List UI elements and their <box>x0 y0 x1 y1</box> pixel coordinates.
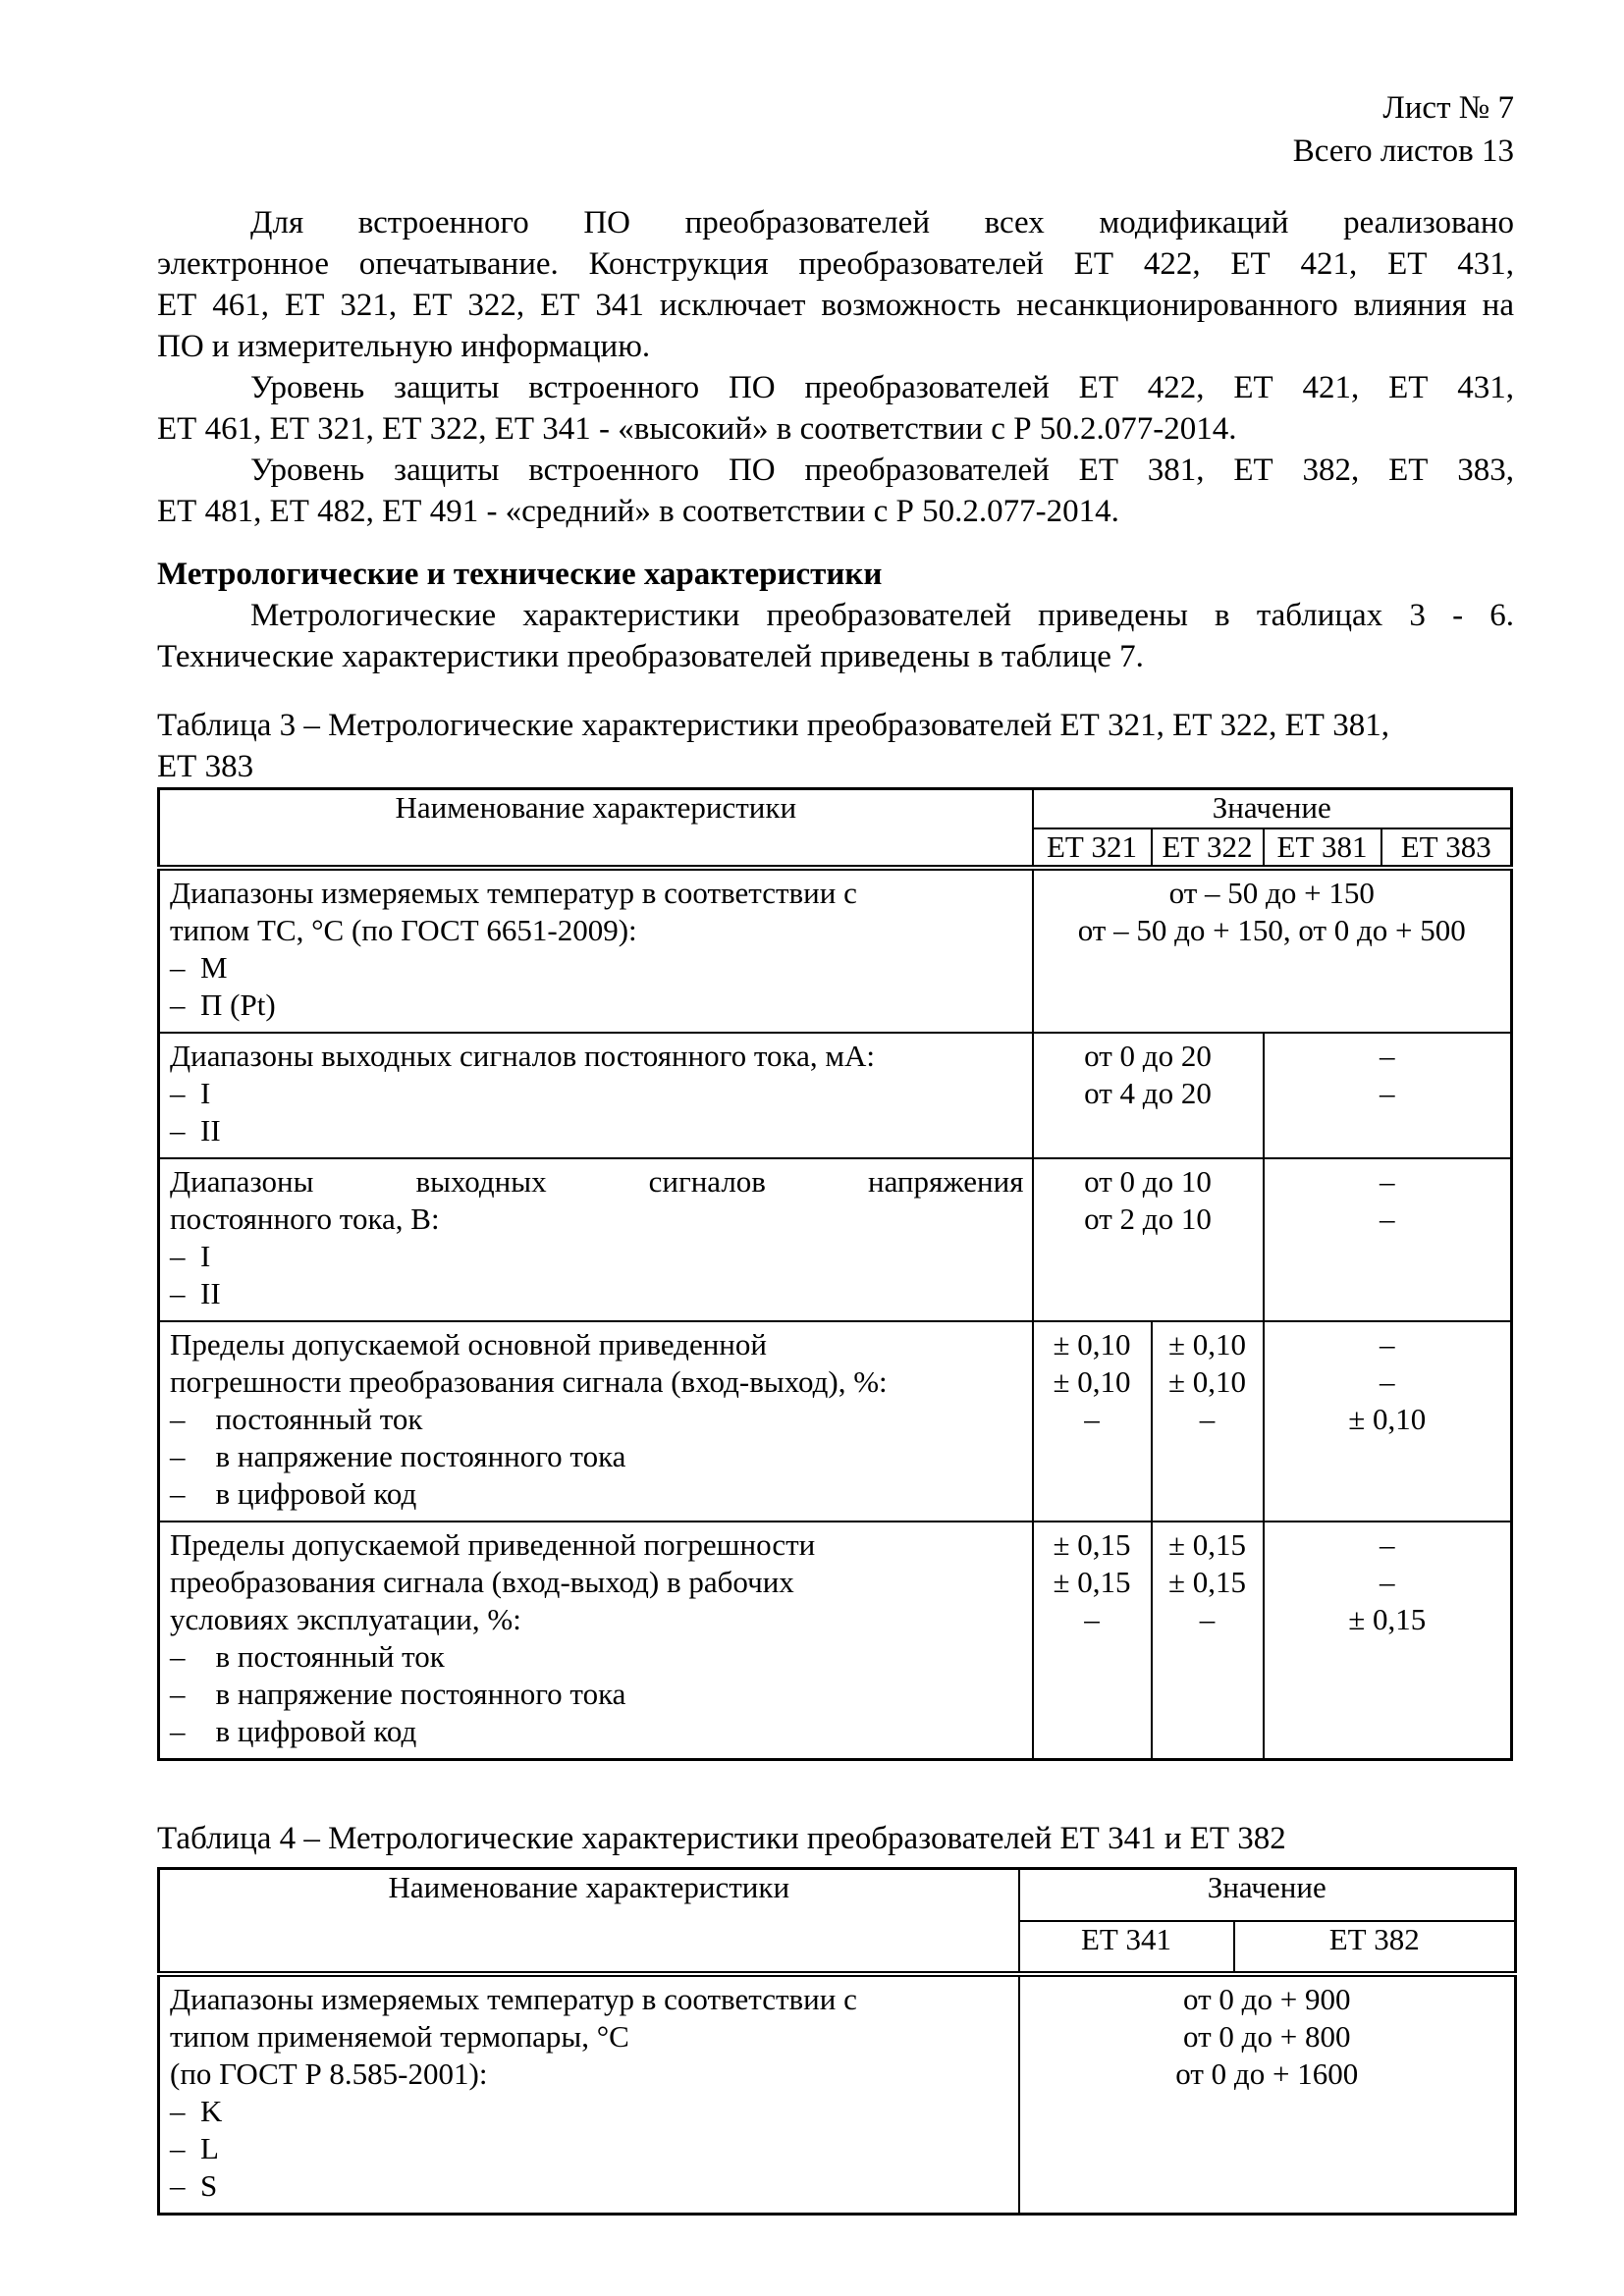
paragraph-line: Уровень защиты встроенного ПО преобразователей ЕТ 422, ЕТ 421, ЕТ 431, <box>250 370 1514 405</box>
value-line: от 4 до 20 <box>1084 1075 1212 1110</box>
name-line: – постоянный ток <box>170 1401 423 1436</box>
paragraph-line: Метрологические характеристики преобразователей приведены в таблицах 3 - 6. <box>250 598 1514 633</box>
value-line: – <box>1084 1601 1100 1636</box>
name-line: – в цифровой код <box>170 1475 417 1511</box>
paragraph-line: ЕТ 461, ЕТ 321, ЕТ 322, ЕТ 341 исключает возможность несанкционированного влияния на <box>157 288 1514 323</box>
table-3-model-et383: ЕТ 383 <box>1381 828 1512 868</box>
table-4-model-et341: ЕТ 341 <box>1019 1921 1234 1974</box>
paragraph-line: Уровень защиты встроенного ПО преобразователей ЕТ 381, ЕТ 382, ЕТ 383, <box>250 453 1514 488</box>
section-intro <box>157 595 1514 677</box>
value-cell <box>1019 1974 1516 2215</box>
value-line: – <box>1380 1163 1395 1199</box>
table-4-caption <box>157 1818 1514 1859</box>
name-line: – П (Pt) <box>170 987 276 1022</box>
value-cell <box>1264 1033 1512 1158</box>
name-line: (по ГОСТ Р 8.585-2001): <box>170 2056 488 2091</box>
value-line: ± 0,10 <box>1348 1401 1427 1436</box>
table-4-header-row <box>159 1868 1516 1921</box>
name-line: – I <box>170 1238 211 1273</box>
value-cell <box>1033 1321 1152 1522</box>
paragraph-protection-medium <box>157 450 1514 532</box>
table-3-model-et322: ЕТ 322 <box>1152 828 1264 868</box>
caption-line: Таблица 3 – Метрологические характеристики преобразователей ЕТ 321, ЕТ 322, ЕТ 381, <box>157 708 1389 743</box>
name-line: типом применяемой термопары, °С <box>170 2019 629 2054</box>
paragraph-line: ПО и измерительную информацию. <box>157 329 651 364</box>
name-line: постоянного тока, В: <box>170 1201 440 1236</box>
section-heading: Метрологические и технические характеристики <box>157 557 883 592</box>
caption-line: ЕТ 383 <box>157 749 254 784</box>
value-line: ± 0,15 <box>1167 1526 1246 1562</box>
table-3-header-row <box>159 789 1512 828</box>
paragraph-line: электронное опечатывание. Конструкция преобразователей ЕТ 422, ЕТ 421, ЕТ 431, <box>157 246 1514 282</box>
value-line: ± 0,15 <box>1348 1601 1427 1636</box>
table-3 <box>157 787 1513 1761</box>
value-line: от 0 до + 900 <box>1183 1982 1351 2016</box>
name-line: – в постоянный ток <box>170 1638 445 1674</box>
table-row-thermocouple-ranges <box>159 1974 1516 2215</box>
value-cell <box>1264 1158 1512 1321</box>
value-line: – <box>1380 1526 1395 1562</box>
table-3-model-et321: ЕТ 321 <box>1033 828 1152 868</box>
characteristic-name-cell <box>159 1974 1019 2215</box>
value-cell <box>1033 1158 1264 1321</box>
characteristic-name-cell <box>159 1522 1033 1760</box>
value-line: ± 0,10 <box>1053 1363 1131 1399</box>
value-line: ± 0,10 <box>1167 1326 1246 1362</box>
table-row-basic-error-limits <box>159 1321 1512 1522</box>
value-line: ± 0,15 <box>1053 1564 1131 1599</box>
name-line: – в напряжение постоянного тока <box>170 1438 626 1473</box>
name-line: – М <box>170 949 228 985</box>
value-line: от 2 до 10 <box>1084 1201 1212 1236</box>
name-line: – в цифровой код <box>170 1713 417 1748</box>
value-line: – <box>1380 1363 1395 1399</box>
characteristic-name-cell <box>159 1321 1033 1522</box>
name-line: Диапазоны выходных сигналов напряжения <box>170 1163 1024 1199</box>
characteristic-name-cell <box>159 1033 1033 1158</box>
value-line: ± 0,10 <box>1167 1363 1246 1399</box>
name-line: типом ТС, °С (по ГОСТ 6651-2009): <box>170 912 637 947</box>
value-cell <box>1264 1321 1512 1522</box>
value-cell <box>1152 1522 1264 1760</box>
value-line: от 0 до 10 <box>1084 1163 1212 1199</box>
paragraph-line: ЕТ 461, ЕТ 321, ЕТ 322, ЕТ 341 - «высокий» в соответствии с Р 50.2.077-2014. <box>157 411 1237 447</box>
sheet-number: Лист № 7 <box>1382 90 1514 126</box>
name-line: Диапазоны измеряемых температур в соответствии с <box>170 875 857 910</box>
name-line: Диапазоны измеряемых температур в соответствии с <box>170 1982 857 2016</box>
table-row-operating-error-limits <box>159 1522 1512 1760</box>
value-line: ± 0,15 <box>1167 1564 1246 1599</box>
characteristic-name-cell <box>159 868 1033 1033</box>
table-4-model-et382: ЕТ 382 <box>1234 1921 1516 1974</box>
name-line: – L <box>170 2131 219 2165</box>
value-line: – <box>1084 1401 1100 1436</box>
name-line: Пределы допускаемой приведенной погрешности <box>170 1526 816 1562</box>
name-line: – в напряжение постоянного тока <box>170 1676 626 1711</box>
name-line: преобразования сигнала (вход-выход) в рабочих <box>170 1564 794 1599</box>
name-line: условиях эксплуатации, %: <box>170 1601 521 1636</box>
table-4 <box>157 1867 1517 2216</box>
paragraph-line: Технические характеристики преобразователей приведены в таблице 7. <box>157 639 1144 674</box>
value-line: от 0 до + 800 <box>1183 2019 1351 2054</box>
value-cell <box>1152 1321 1264 1522</box>
table-3-model-et381: ЕТ 381 <box>1264 828 1381 868</box>
value-line: ± 0,15 <box>1053 1526 1131 1562</box>
table-3-name-header: Наименование характеристики <box>159 789 1033 868</box>
table-4-value-header: Значение <box>1019 1868 1516 1921</box>
name-line: – II <box>170 1112 221 1148</box>
value-line: от 0 до + 1600 <box>1175 2056 1359 2091</box>
caption-line: Таблица 4 – Метрологические характеристики преобразователей ЕТ 341 и ЕТ 382 <box>157 1820 1286 1856</box>
table-row-current-output-ranges <box>159 1033 1512 1158</box>
value-line: ± 0,10 <box>1053 1326 1131 1362</box>
name-line: – II <box>170 1275 221 1310</box>
name-line: Диапазоны выходных сигналов постоянного тока, мА: <box>170 1038 875 1073</box>
value-line: – <box>1380 1326 1395 1362</box>
value-line: – <box>1199 1601 1216 1636</box>
name-line: погрешности преобразования сигнала (вход-выход), %: <box>170 1363 888 1399</box>
value-cell <box>1264 1522 1512 1760</box>
value-line: – <box>1380 1075 1395 1110</box>
paragraph-line: ЕТ 481, ЕТ 482, ЕТ 491 - «средний» в соответствии с Р 50.2.077-2014. <box>157 494 1119 529</box>
paragraph-intro <box>157 595 1514 677</box>
value-cell <box>1033 868 1512 1033</box>
table-4-name-header: Наименование характеристики <box>159 1868 1019 1974</box>
name-line: – I <box>170 1075 211 1110</box>
value-line: – <box>1199 1401 1216 1436</box>
paragraph-software-sealing <box>157 202 1514 367</box>
name-line: – K <box>170 2094 223 2128</box>
paragraph-line: Для встроенного ПО преобразователей всех модификаций реализовано <box>250 205 1514 240</box>
name-line: Пределы допускаемой основной приведенной <box>170 1326 767 1362</box>
value-cell <box>1033 1522 1152 1760</box>
table-row-temperature-ranges <box>159 868 1512 1033</box>
value-cell <box>1033 1033 1264 1158</box>
paragraph-protection-high <box>157 367 1514 450</box>
body-text <box>157 202 1514 532</box>
value-line: – <box>1380 1564 1395 1599</box>
characteristic-name-cell <box>159 1158 1033 1321</box>
sheet-info <box>157 86 1514 173</box>
value-line: – <box>1380 1038 1395 1073</box>
value-line: от – 50 до + 150 <box>1168 875 1375 910</box>
value-line: от – 50 до + 150, от 0 до + 500 <box>1077 912 1466 947</box>
table-row-voltage-output-ranges <box>159 1158 1512 1321</box>
table-3-value-header: Значение <box>1033 789 1512 828</box>
value-line: от 0 до 20 <box>1084 1038 1212 1073</box>
name-line: – S <box>170 2168 218 2203</box>
value-line: – <box>1380 1201 1395 1236</box>
table-3-caption <box>157 705 1514 787</box>
sheet-total: Всего листов 13 <box>1292 133 1514 169</box>
